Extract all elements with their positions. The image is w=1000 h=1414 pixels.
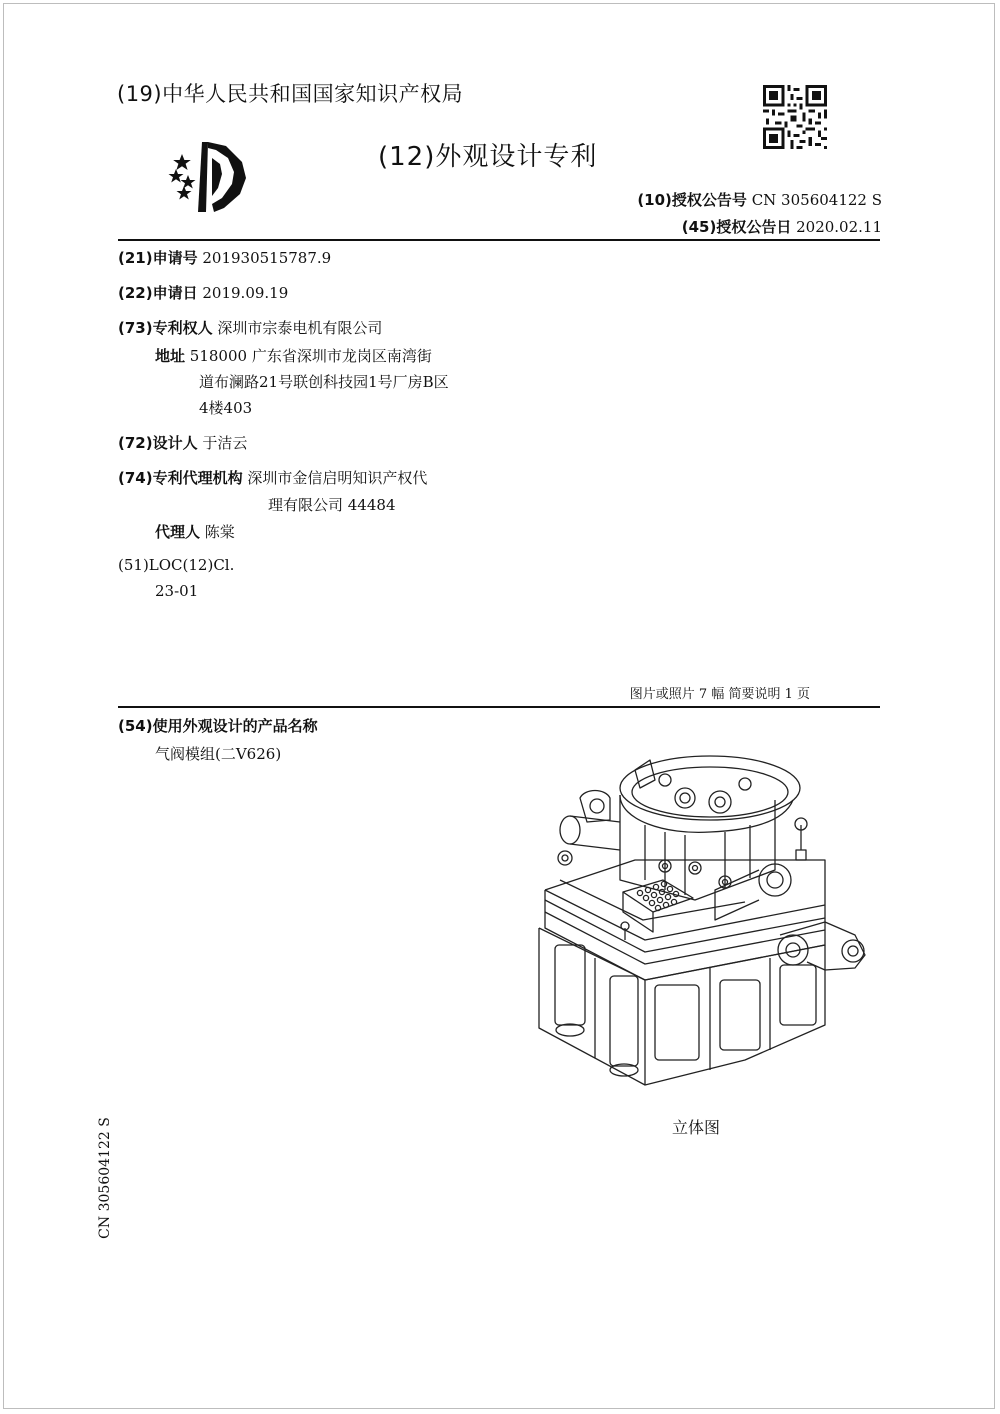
qr-code (763, 85, 827, 149)
office-name: (19)中华人民共和国国家知识产权局 (117, 82, 464, 106)
product-name-label: (54)使用外观设计的产品名称 (118, 717, 318, 735)
cnipa-emblem-logo (162, 138, 258, 216)
agent-row (155, 521, 235, 542)
star-icon (173, 154, 191, 170)
application-date: 2019.09.19 (202, 284, 289, 302)
designer-row (118, 432, 247, 453)
patentee: 深圳市宗泰电机有限公司 (217, 319, 383, 337)
left-bracket (560, 791, 620, 851)
document-type-title: (12)外观设计专利 (378, 142, 598, 172)
address-label: 地址 (155, 347, 186, 365)
loc-classification-row (118, 556, 234, 574)
designer-label: (72)设计人 (118, 434, 198, 452)
body-divider (118, 706, 880, 708)
publication-date-label: (45)授权公告日 (681, 218, 792, 236)
agency-label: (74)专利代理机构 (118, 469, 243, 487)
connector-pins (623, 880, 693, 932)
agency-line: 理有限公司 44484 (268, 496, 396, 514)
patentee-label: (73)专利权人 (118, 319, 213, 337)
agency-row (118, 467, 427, 488)
star-icon (177, 186, 192, 200)
vertical-publication-id: CN 305604122 S (97, 1117, 113, 1239)
publication-number-row (637, 189, 882, 210)
address-line: 道布澜路21号联创科技园1号厂房B区 (199, 373, 449, 391)
page-summary: 图片或照片 7 幅 简要说明 1 页 (629, 687, 810, 702)
header-divider (118, 239, 880, 241)
application-number-row (118, 247, 331, 268)
star-icon (181, 175, 196, 189)
agent-label: 代理人 (155, 523, 201, 541)
patentee-row (118, 317, 382, 338)
publication-number: CN 305604122 S (751, 191, 882, 209)
publication-number-label: (10)授权公告号 (637, 191, 747, 209)
application-number-label: (21)申请号 (118, 249, 198, 267)
figure-caption: 立体图 (672, 1118, 721, 1137)
loc-classification-value: 23-01 (155, 582, 199, 600)
designer: 于洁云 (202, 434, 248, 452)
address-line: 518000 广东省深圳市龙岗区南湾街 (189, 347, 432, 365)
application-date-label: (22)申请日 (118, 284, 198, 302)
valve-module-perspective-drawing (525, 740, 885, 1100)
application-number: 201930515787.9 (202, 249, 332, 267)
agent: 陈棠 (204, 523, 235, 541)
loc-classification-label: (51)LOC(12)Cl. (118, 556, 235, 574)
solenoid-block (539, 928, 825, 1085)
product-name: 气阀模组(二V626) (155, 745, 282, 763)
application-date-row (118, 282, 288, 303)
publication-date-row (682, 216, 882, 237)
address-line: 4楼403 (199, 399, 253, 417)
agency-line: 深圳市金信启明知识产权代 (247, 469, 428, 487)
publication-date: 2020.02.11 (796, 218, 882, 236)
address-row (155, 345, 432, 366)
top-housing (620, 756, 800, 900)
right-bracket (715, 818, 865, 970)
